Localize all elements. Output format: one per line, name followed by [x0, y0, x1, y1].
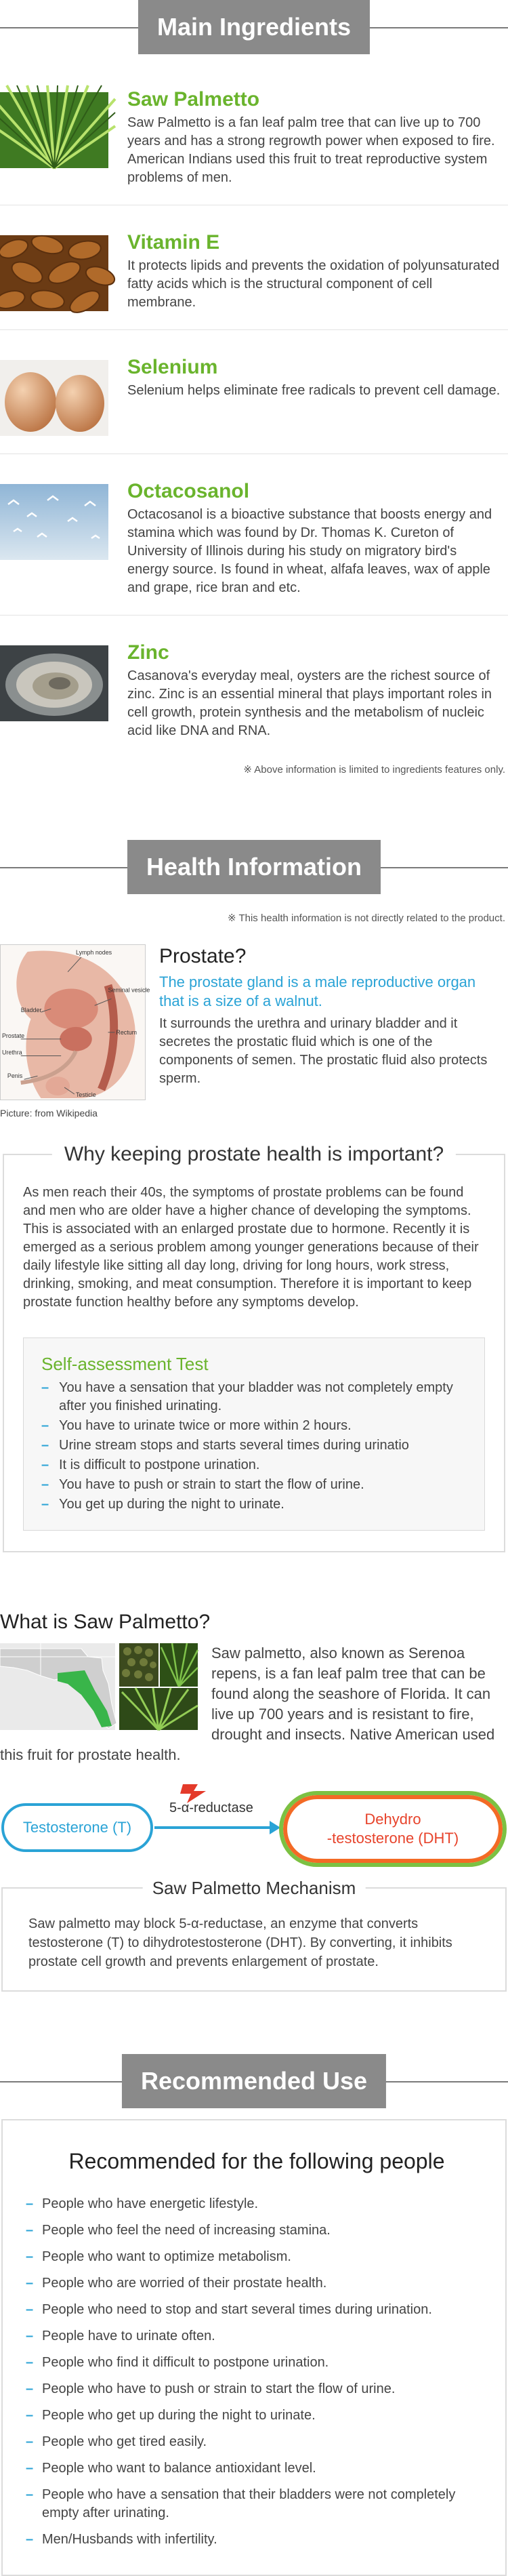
ingredient-text: [108, 641, 508, 740]
recommended-box: [1, 2119, 507, 2576]
figure-label-prostate: Prostate: [1, 1032, 25, 1039]
main-ingredients-section: [0, 0, 508, 776]
dash-icon: –: [26, 2249, 34, 2264]
dash-icon: –: [26, 2302, 34, 2317]
self-test-item: – You have to urinate twice or more within 2 hours.: [41, 1417, 467, 1435]
ingredient-item-selenium: [0, 330, 508, 454]
recommended-item: – People who feel the need of increasing stamina.: [26, 2221, 488, 2240]
conversion-diagram: [0, 1784, 508, 1872]
ingredient-name: Octacosanol: [127, 480, 250, 502]
why-prostate-health-box: [3, 1143, 505, 1552]
conversion-arrow: [154, 1826, 275, 1829]
prostate-anatomy-image: [0, 944, 150, 1100]
saw-palmetto-mechanism-box: [1, 1878, 507, 1992]
mechanism-title: Saw Palmetto Mechanism: [143, 1876, 366, 1899]
prostate-text: [146, 944, 508, 1119]
dash-icon: –: [41, 1438, 49, 1453]
dash-icon: –: [41, 1497, 49, 1512]
dash-icon: –: [41, 1457, 49, 1472]
saw-palmetto-title: What is Saw Palmetto?: [0, 1611, 211, 1633]
recommended-item: – People who are worried of their prostate health.: [26, 2274, 488, 2293]
ingredient-item-vitamin-e: [0, 205, 508, 330]
dash-icon: –: [26, 2434, 34, 2449]
prostate-title: Prostate?: [159, 945, 247, 967]
ingredient-list: [0, 62, 508, 758]
ingredient-name: Saw Palmetto: [127, 88, 260, 110]
dash-icon: –: [26, 2329, 34, 2343]
recommended-item: – People who have a sensation that their bladders were not completely empty after urinating.: [26, 2487, 456, 2520]
figure-label-testicle: Testicle: [75, 1091, 96, 1098]
dash-icon: –: [26, 2196, 34, 2211]
ingredient-item-zinc: [0, 616, 508, 758]
dash-icon: –: [41, 1477, 49, 1492]
health-information-section: [0, 840, 508, 1552]
recommended-item: – People who have energetic lifestyle.: [26, 2195, 488, 2213]
health-disclaimer: ※ This health information is not directly related to the product.: [227, 912, 505, 924]
oyster-image: [0, 645, 108, 721]
dash-icon: –: [26, 2487, 34, 2502]
saw-palmetto-description: Saw palmetto, also known as Serenoa repens, is a fan leaf palm tree that can be found along the seashore of Florida. It can live up 700 years and is resistant to fire, drought and insects. Native American used this fruit for prostate health.: [0, 1645, 495, 1763]
ingredient-text: [108, 480, 508, 597]
recommended-list: [26, 2195, 488, 2549]
prostate-info: [0, 944, 508, 1119]
ingredient-text: [108, 356, 508, 400]
recommended-item: – People have to urinate often.: [26, 2327, 488, 2346]
ingredient-description: Casanova's everyday meal, oysters are the richest source of zinc. Zinc is an essential mineral that plays important roles in cell growth, protein synthesis and the metabolism of nucleic acid like DNA and RNA.: [127, 668, 492, 738]
recommended-use-section: [0, 2054, 508, 2576]
ingredient-name: Selenium: [127, 356, 218, 378]
recommended-item: – People who want to optimize metabolism.: [26, 2248, 488, 2266]
recommended-title: Recommended for the following people: [68, 2149, 445, 2173]
ingredient-description: Saw Palmetto is a fan leaf palm tree that can live up to 700 years and has a strong regrowth power when exposed to fire. American Indians used this fruit to treat reproductive system problems of men.: [127, 115, 495, 185]
prostate-description: It surrounds the urethra and urinary bladder and it secretes the prostatic fluid which is one of the components of semen. The prostatic fluid also protects sperm.: [159, 1016, 488, 1086]
self-test-title: Self-assessment Test: [41, 1354, 209, 1374]
ingredient-text: [108, 231, 508, 312]
figure-caption: Picture: from Wikipedia: [0, 1108, 98, 1119]
section-header: [0, 840, 508, 902]
why-body: As men reach their 40s, the symptoms of prostate problems can be found and men who are older have a higher chance of developing the symptoms. This is associated with an enlarged prostate due to hormone. Recently it is emerged as a serious problem among younger generations because of their daily lifestyle like sitting all day long, driving for long hours, work stress, drinking, smoking, and meat consumption. Therefore it is important to keep prostate function healthy before any symptoms develop.: [23, 1185, 479, 1310]
dash-icon: –: [26, 2355, 34, 2370]
migratory-birds-image: [0, 484, 108, 560]
recommended-item: – People who find it difficult to postpone urination.: [26, 2354, 488, 2372]
recommended-item: – People who get up during the night to urinate.: [26, 2407, 488, 2425]
self-test-item: – You have to push or strain to start the flow of urine.: [41, 1476, 467, 1494]
section-title: Health Information: [127, 840, 381, 894]
section-header: [0, 2054, 508, 2116]
figure-label-rectum: Rectum: [116, 1028, 137, 1036]
ingredient-description: It protects lipids and prevents the oxidation of polyunsaturated fatty acids which is the structural component of cell membrane.: [127, 258, 500, 310]
recommended-item: – People who need to stop and start several times during urination.: [26, 2301, 488, 2319]
prostate-highlight: The prostate gland is a male reproductive organ that is a size of a walnut.: [159, 973, 476, 1009]
dash-icon: –: [26, 2408, 34, 2423]
testosterone-pill: Testosterone (T): [1, 1803, 153, 1852]
enzyme-label: 5-α-reductase: [169, 1800, 253, 1815]
dash-icon: –: [26, 2461, 34, 2476]
self-test-item: – You have a sensation that your bladder was not completely empty after you finished urinating.: [41, 1380, 453, 1413]
dash-icon: –: [41, 1418, 49, 1433]
dash-icon: –: [26, 2223, 34, 2238]
figure-label-bladder: Bladder: [20, 1007, 42, 1014]
almonds-image: [0, 235, 108, 311]
figure-label-lymph-nodes: Lymph nodes: [75, 948, 112, 956]
dash-icon: –: [26, 2532, 34, 2547]
recommended-item: – People who get tired easily.: [26, 2433, 488, 2451]
ingredient-item-saw-palmetto: [0, 62, 508, 205]
ingredient-name: Vitamin E: [127, 231, 220, 254]
recommended-item: – Men/Husbands with infertility.: [26, 2531, 488, 2549]
ingredient-item-octacosanol: [0, 454, 508, 616]
dash-icon: –: [26, 2381, 34, 2396]
section-title: Recommended Use: [122, 2054, 386, 2108]
dash-icon: –: [26, 2276, 34, 2291]
eggs-image: [0, 360, 108, 436]
self-test-item: – You get up during the night to urinate.: [41, 1495, 467, 1514]
recommended-item: – People who want to balance antioxidant level.: [26, 2459, 488, 2478]
ingredient-description: Selenium helps eliminate free radicals to prevent cell damage.: [127, 383, 501, 398]
figure-label-seminal-vesicle: Seminal vesicle: [108, 986, 150, 994]
ingredient-description: Octacosanol is a bioactive substance that boosts energy and stamina which was found by Dr. Thomas K. Cureton of University of Illinois during his study on migratory bird's energy source. Is found in wheat, alfafa leaves, wax of apple and grape, rice bran and etc.: [127, 507, 492, 595]
recommended-item: – People who have to push or strain to start the flow of urine.: [26, 2380, 488, 2398]
prostate-figure: [0, 944, 150, 1119]
saw-palmetto-content: [0, 1643, 508, 1765]
dash-icon: –: [41, 1380, 49, 1395]
figure-label-urethra: Urethra: [1, 1049, 22, 1056]
section-title: Main Ingredients: [138, 0, 370, 54]
what-is-saw-palmetto-section: [0, 1609, 508, 1992]
why-title: Why keeping prostate health is important?: [52, 1142, 456, 1167]
ingredient-text: [108, 88, 508, 187]
figure-label-penis: Penis: [7, 1072, 23, 1080]
section-header: [0, 0, 508, 62]
self-test-item: – It is difficult to postpone urination.: [41, 1456, 467, 1474]
ingredients-disclaimer: ※ Above information is limited to ingredients features only.: [243, 764, 505, 776]
self-assessment-test: [23, 1337, 485, 1531]
self-test-item: – Urine stream stops and starts several times during urinatio: [41, 1436, 467, 1455]
mechanism-body: Saw palmetto may block 5-α-reductase, an enzyme that converts testosterone (T) to dihydrotestosterone (DHT). By converting, it inhibits prostate cell growth and prevents enlargement of prostate.: [28, 1916, 452, 1969]
florida-map-and-palm-image: [0, 1643, 198, 1730]
ingredient-name: Zinc: [127, 641, 169, 664]
dht-pill: Dehydro -testosterone (DHT): [279, 1791, 507, 1867]
self-test-list: [41, 1379, 467, 1514]
saw-palmetto-leaf-image: [0, 92, 108, 168]
